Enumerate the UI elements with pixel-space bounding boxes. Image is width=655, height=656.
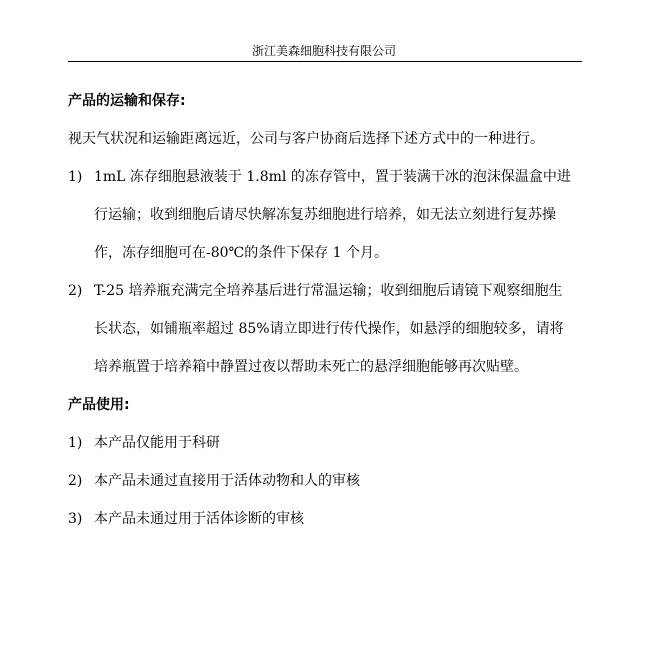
section-heading-transport: 产品的运输和保存:	[68, 93, 186, 109]
list-item-text: 本产品未通过直接用于活体动物和人的审核	[94, 473, 360, 489]
transport-intro: 视天气状况和运输距离远近，公司与客户协商后选择下述方式中的一种进行。	[68, 131, 544, 147]
list-number: 3)	[68, 511, 83, 527]
list-item-line: 1mL 冻存细胞悬液装于 1.8ml 的冻存管中，置于装满干冰的泡沫保温盒中进	[94, 169, 571, 185]
page-header: 浙江美森细胞科技有限公司	[251, 44, 396, 58]
section-heading-usage: 产品使用:	[68, 397, 130, 413]
header-divider	[68, 61, 582, 62]
list-number: 1)	[68, 169, 83, 185]
list-item	[68, 424, 588, 462]
list-item-line: T-25 培养瓶充满完全培养基后进行常温运输；收到细胞后请镜下观察细胞生	[94, 283, 563, 299]
list-number: 2)	[68, 473, 83, 489]
list-item-text: 本产品仅能用于科研	[94, 435, 220, 451]
list-item	[68, 462, 588, 500]
list-item	[68, 158, 588, 272]
list-item-line: 长状态，如铺瓶率超过 85%请立即进行传代操作，如悬浮的细胞较多，请将	[94, 321, 564, 337]
list-item-line: 培养瓶置于培养箱中静置过夜以帮助未死亡的悬浮细胞能够再次贴壁。	[94, 359, 528, 375]
list-item-line: 行运输；收到细胞后请尽快解冻复苏细胞进行培养，如无法立刻进行复苏操	[94, 207, 556, 223]
list-number: 1)	[68, 435, 83, 451]
list-item	[68, 500, 588, 538]
list-item-line: 作，冻存细胞可在-80℃的条件下保存 1 个月。	[94, 245, 389, 261]
list-item-text: 本产品未通过用于活体诊断的审核	[94, 511, 304, 527]
list-item	[68, 272, 588, 386]
list-number: 2)	[68, 283, 83, 299]
document-body	[68, 82, 588, 538]
